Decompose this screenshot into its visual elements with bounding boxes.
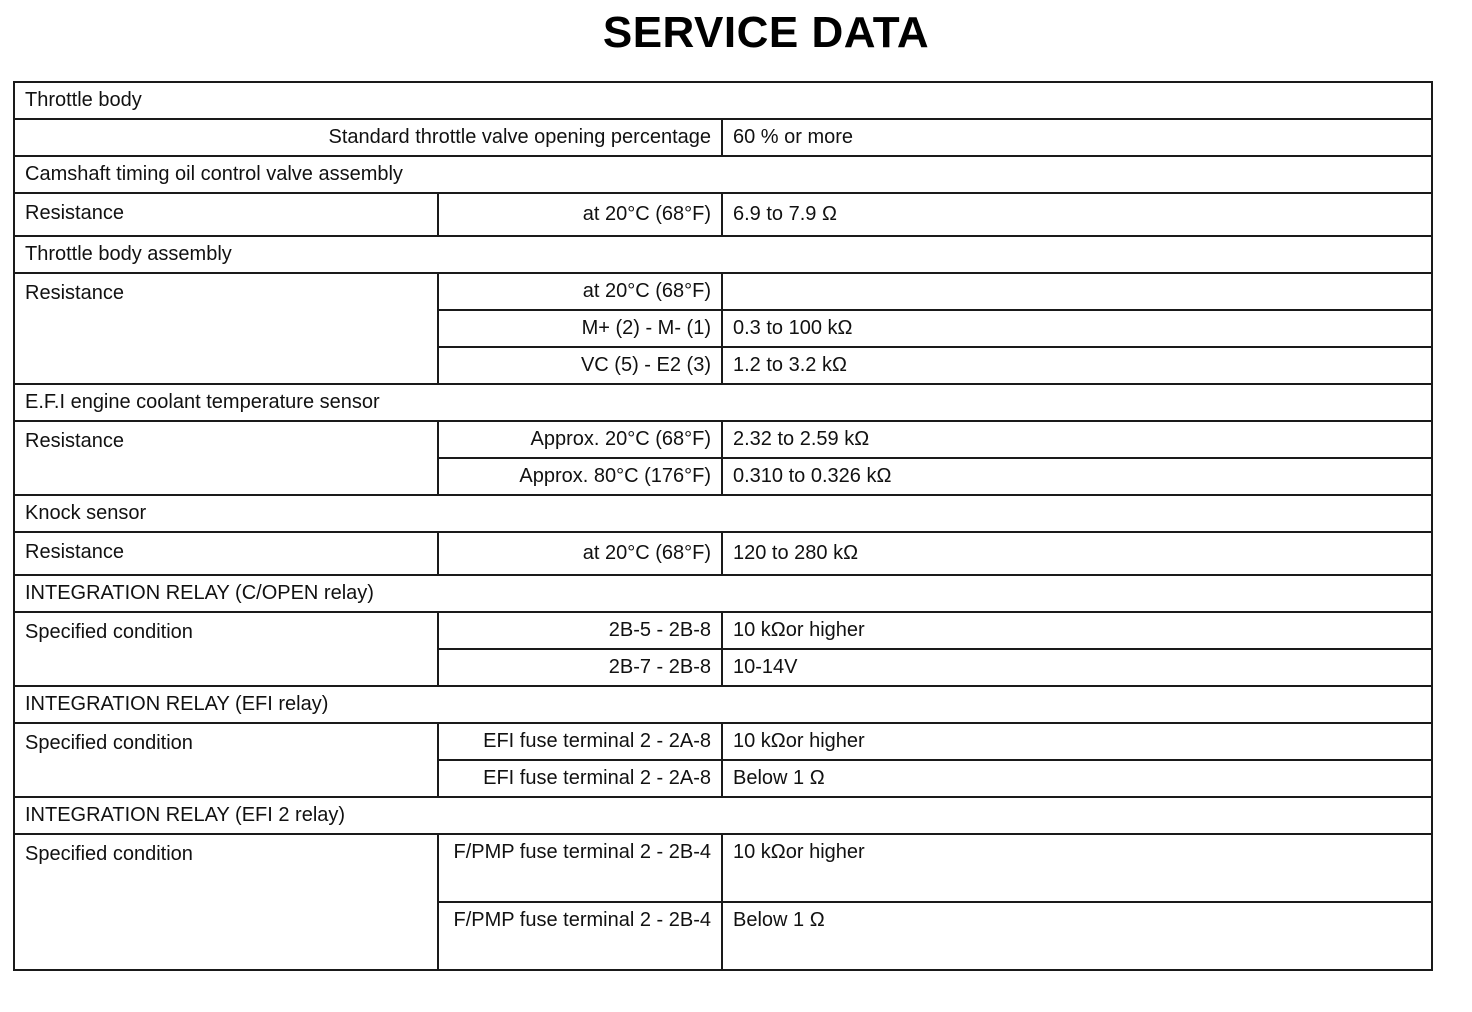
section-row (14, 495, 1432, 532)
spec-condition: M+ (2) - M- (1) (438, 310, 722, 347)
section-row (14, 384, 1432, 421)
table-row (14, 612, 1432, 649)
table-row (14, 834, 1432, 902)
spec-condition: at 20°C (68°F) (438, 532, 722, 575)
spec-condition: Approx. 80°C (176°F) (438, 458, 722, 495)
table-row (14, 532, 1432, 575)
spec-condition: EFI fuse terminal 2 - 2A-8 (438, 760, 722, 797)
section-row (14, 82, 1432, 119)
spec-item: Specified condition (14, 834, 438, 970)
spec-item: Specified condition (14, 612, 438, 686)
spec-value: Below 1 Ω (722, 760, 1432, 797)
table-row (14, 273, 1432, 310)
section-header-efi2-relay: INTEGRATION RELAY (EFI 2 relay) (14, 797, 1432, 834)
spec-value: 120 to 280 kΩ (722, 532, 1432, 575)
spec-item: Resistance (14, 193, 438, 236)
table-row (14, 421, 1432, 458)
section-header-throttle-body: Throttle body (14, 82, 1432, 119)
spec-item: Resistance (14, 421, 438, 495)
section-row (14, 686, 1432, 723)
page-title: SERVICE DATA (602, 8, 930, 57)
spec-value: 2.32 to 2.59 kΩ (722, 421, 1432, 458)
section-header-copen-relay: INTEGRATION RELAY (C/OPEN relay) (14, 575, 1432, 612)
spec-item: Resistance (14, 532, 438, 575)
section-header-throttle-body-assembly: Throttle body assembly (14, 236, 1432, 273)
spec-item: Resistance (14, 273, 438, 384)
spec-condition: EFI fuse terminal 2 - 2A-8 (438, 723, 722, 760)
spec-value: 1.2 to 3.2 kΩ (722, 347, 1432, 384)
service-data-table (13, 81, 1433, 971)
spec-value: 10 kΩor higher (722, 612, 1432, 649)
section-row (14, 236, 1432, 273)
spec-condition: 2B-7 - 2B-8 (438, 649, 722, 686)
spec-value: 10 kΩor higher (722, 834, 1432, 902)
spec-value: 60 % or more (722, 119, 1432, 156)
section-header-efi-relay: INTEGRATION RELAY (EFI relay) (14, 686, 1432, 723)
spec-value: 6.9 to 7.9 Ω (722, 193, 1432, 236)
spec-condition: Approx. 20°C (68°F) (438, 421, 722, 458)
spec-item: Specified condition (14, 723, 438, 797)
section-row (14, 156, 1432, 193)
spec-value: 10-14V (722, 649, 1432, 686)
section-row (14, 797, 1432, 834)
spec-value (722, 273, 1432, 310)
table-row (14, 723, 1432, 760)
spec-value: 10 kΩor higher (722, 723, 1432, 760)
spec-label: Standard throttle valve opening percentage (14, 119, 722, 156)
spec-value: Below 1 Ω (722, 902, 1432, 970)
spec-condition: 2B-5 - 2B-8 (438, 612, 722, 649)
spec-condition: F/PMP fuse terminal 2 - 2B-4 (438, 902, 722, 970)
section-header-ocv: Camshaft timing oil control valve assembly (14, 156, 1432, 193)
spec-condition: F/PMP fuse terminal 2 - 2B-4 (438, 834, 722, 902)
section-header-ect-sensor: E.F.I engine coolant temperature sensor (14, 384, 1432, 421)
spec-condition: at 20°C (68°F) (438, 273, 722, 310)
table-row (14, 119, 1432, 156)
section-row (14, 575, 1432, 612)
table-row (14, 193, 1432, 236)
spec-value: 0.3 to 100 kΩ (722, 310, 1432, 347)
spec-condition: VC (5) - E2 (3) (438, 347, 722, 384)
spec-value: 0.310 to 0.326 kΩ (722, 458, 1432, 495)
spec-condition: at 20°C (68°F) (438, 193, 722, 236)
section-header-knock-sensor: Knock sensor (14, 495, 1432, 532)
